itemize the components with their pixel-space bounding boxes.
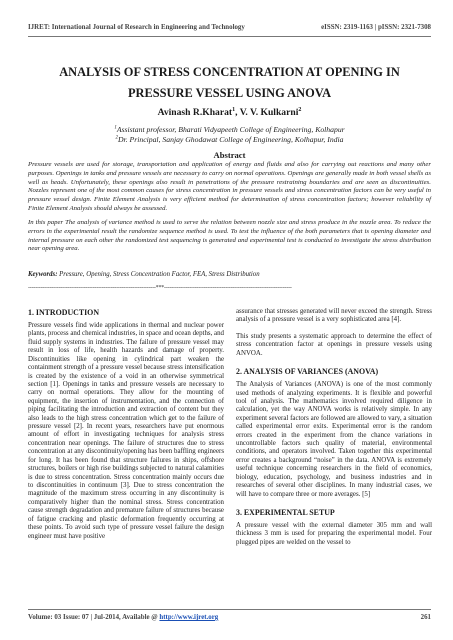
running-header [28,24,431,31]
author-list [40,107,419,118]
keywords-label: Keywords: [28,271,58,278]
affiliation-2-mark: 2 [115,135,118,141]
abstract-heading: Abstract [213,150,246,160]
journal-url-link[interactable]: http://www.ijret.org [159,614,219,621]
footer-rule [28,609,431,610]
affiliation-2 [40,135,419,144]
intro-continued-paragraph: assurance that stresses generated will never exceed the strength. Stress analysis of a pressure vessel is a very sophisticated area [4]. [236,308,432,324]
anova-heading: 2. ANALYSIS OF VARIANCES (ANOVA) [236,367,379,377]
left-column [28,308,224,541]
journal-name: IJRET: International Journal of Research in Engineering and Technology [28,24,245,31]
setup-paragraph: A pressure vessel with the external diameter 305 mm and wall thickness 3 mm is used for preparing the experimental model. Four plugged pipes are welded on the vessel to [236,522,432,546]
abstract-paragraph-2: In this paper The analysis of variance method is used to serve the relation between nozzle size and stress produce in the nozzle area. To reduce the errors in the experimental result the randomize sequence method is used. To test the influence of the both parameters that is opening diameter and internal pressure on each other the randomized test sequencing is generated and experimental test is conducted to investigate the stress distribution near opening area. [28,219,431,253]
header-rule [28,36,431,37]
study-paragraph: This study presents a systematic approach to determine the effect of stress concentration factor at openings in pressure vessels using ANVOA. [236,332,432,357]
intro-heading: 1. INTRODUCTION [28,308,100,317]
right-column [236,308,432,547]
paper-title [40,62,419,104]
author-2: V. V. Kulkarni [239,107,299,119]
page-footer [28,614,431,621]
intro-paragraph: Pressure vessels find wide applications in thermal and nuclear power plants, process and chemical industries, in space and ocean depths, and fluid supply systems in industries. The failure of pressure vessel may result in loss of life, health hazards and damage of property. Discontinuities like opening in cylindrical part weaken the containment strength of a pressure vessel because stress intensification is created by the existence of a void in an otherwise symmetrical section [1]. Openings in tanks and pressure vessels are necessary to carry on normal operations. They allow for the mounting of equipment, the insertion of instrumentation, and the connection of piping facilitating the introduction and extraction of content but they also leads to the high stress concentration which get to the failure of pressure vessel [2]. In recent years, researchers have put enormous amount of effort in investigating techniques for analysis stress concentration near openings. The failure of structures due to stress concentration at any discontinuity/opening has been baffling engineers for long. It has been found that structure failures in ships, offshore structures, boilers or high rise buildings subjected to natural calamities is due to stress concentration. Stress concentration mainly occurs due to discontinuities in continuum [3]. Due to stress concentration the magnitude of the maximum stress occurring in any discontinuity is comparatively higher than the nominal stress. Stress concentration cause strength degradation and premature failure of structures because of fatigue cracking and plastic deformation frequently occurring at these points. To avoid such type of pressure vessel failure the design engineer must have positive [28,322,224,540]
footer-volume-text: Volume: 03 Issue: 07 | Jul-2014, Available @ [28,614,160,621]
affiliation-1-text: Assistant professor, Bharati Vidyapeeth College of Engineering, Kolhapur [116,125,345,134]
affiliation-1 [40,125,419,134]
author-2-mark: 2 [298,107,302,113]
keywords [28,271,431,278]
author-separator: , [235,107,240,119]
affiliation-2-text: Dr. Principal, Sanjay Ghodawat College of Engineering, Kolhapur, India [118,135,344,144]
author-1-mark: 1 [232,107,236,113]
issn: eISSN: 2319-1163 | pISSN: 2321-7308 [321,24,431,31]
setup-heading: 3. EXPERIMENTAL SETUP [236,508,335,518]
title-line-1: ANALYSIS OF STRESS CONCENTRATION AT OPENING IN [59,65,400,79]
affiliation-1-mark: 1 [114,125,117,131]
title-line-2: PRESSURE VESSEL USING ANOVA [127,86,332,100]
author-1: Avinash R.Kharat [157,107,233,119]
footer-volume [28,614,218,621]
keywords-text: Pressure, Opening, Stress Concentration Factor, FEA, Stress Distribution [57,271,260,278]
section-separator: -----------------------------------------------------------------------***----------------------------------------------------------------------- [28,285,292,291]
anova-paragraph: The Analysis of Variances (ANOVA) is one of the most commonly used methods of analyzing experiments. It is flexible and powerful tool of analysis. The mathematics involved required diligence in calculation, yet the way ANOVA works is relatively simple. In any experiment several factors are followed are allowed to vary, a situation called experimental error exits. Experimental error is the random errors created in the experiment from the chance variations in uncontrollable factors such quality of material, environmental conditions, and operators involved. Taken together this experimental error creates a background “noise” in the data. ANOVA is extremely useful technique concerning researchers in the field of economics, biology, education, psychology, and business industries and in researches of several other disciplines. In many industrial cases, we will have to compare three or more averages. [5] [236,381,432,498]
page-number: 261 [420,614,431,621]
abstract-paragraph-1: Pressure vessels are used for storage, transportation and application of energy and fluids and also for carrying out reactions and many other purposes. Openings in tanks and pressure vessels are necessary to carry on normal operations. Openings are generally made in both vessel shells as well as heads. Unfortunately, these openings also result in penetrations of the pressure restraining boundaries and are seen as discontinuities. Nozzles represent one of the most common causes for stress concentration in pressure vessels and stress concentration factors can be very useful in pressure vessel design. Finite Element Analysis is very efficient method for determination of stress concentration factors; however reliability of Finite Element Analysis should always be assessed. [28,161,431,212]
